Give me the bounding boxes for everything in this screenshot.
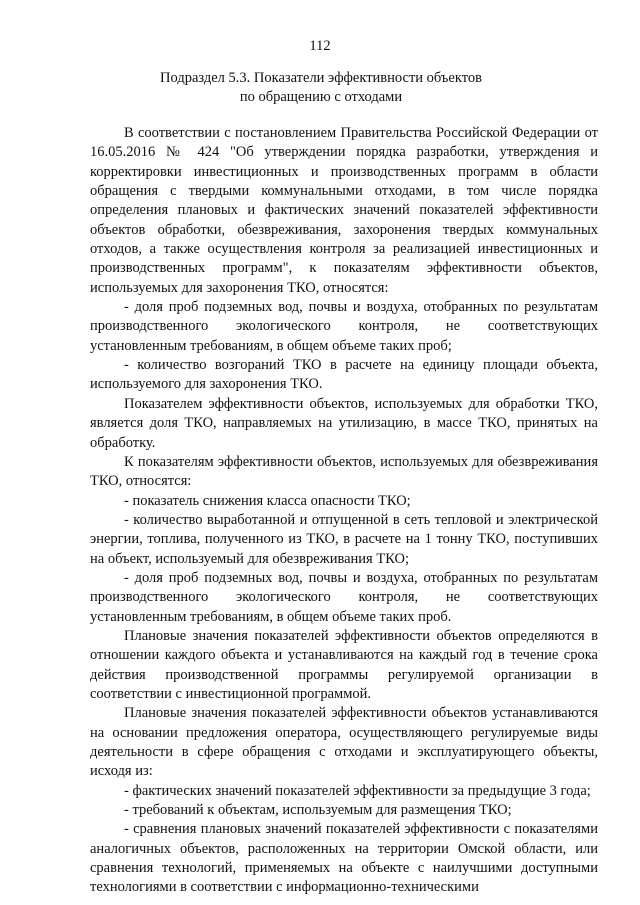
list-item-actual-values: - фактических значений показателей эффективности за предыдущие 3 года; [124,782,591,799]
section-heading-line-1: Подраздел 5.3. Показатели эффективности объектов [160,70,482,86]
paragraph-processing: Показателем эффективности объектов, используемых для обработки ТКО, является доля ТКО, направляемых на утилизацию, в массе ТКО, принятых на обработку. [90,395,598,451]
list-item-energy: - количество выработанной и отпущенной в сеть тепловой и электрической энергии, топлива, полученного из ТКО, в расчете на 1 тонну ТКО, поступивших на объект, используемый для обезвреживания ТКО; [90,511,598,567]
section-heading [90,69,552,107]
list-item-comparison: - сравнения плановых значений показателей эффективности с показателями аналогичных объектов, расположенных на территории Омской области, или сравнения технологий, применяемых на объекте с наилучшими доступными технологиями в соответствии с информационно-техническими [90,821,598,896]
list-item-samples-2: - доля проб подземных вод, почвы и воздуха, отобранных по результатам производственного экологического контроля, не соответствующих установленным требованиям, в общем объеме таких проб. [90,569,598,625]
paragraph-neutralization: К показателям эффективности объектов, используемых для обезвреживания ТКО, относятся: [90,453,598,490]
paragraph-basis: Плановые значения показателей эффективности объектов устанавливаются на основании предложения оператора, осуществляющего регулируемые виды деятельности в сфере обращения с отходами и эксплуатирующего объекты, исходя из: [90,705,598,780]
list-item-requirements: - требований к объектам, используемым для размещения ТКО; [124,802,512,819]
paragraph-intro: В соответствии с постановлением Правительства Российской Федерации от 16.05.2016 № 424 "Об утверждении порядка разработки, утверждения и корректировки инвестиционных и производственных программ в области обращения с твердыми коммунальными отходами, в том числе порядка определения плановых и фактических значений показателей эффективности объектов обработки, обезвреживания, захоронения твердых коммунальных отходов, а также осуществления контроля за реализацией инвестиционных и производственных программ", к показателям эффективности объектов, используемых для захоронения ТКО, относятся: [90,125,598,296]
document-body [90,124,598,898]
page-number: 112 [309,38,331,54]
list-item-soil-samples: - доля проб подземных вод, почвы и воздуха, отобранных по результатам производственного экологического контроля, не соответствующих установленным требованиям, в общем объеме таких проб; [90,299,598,354]
paragraph-planned-values: Плановые значения показателей эффективности объектов определяются в отношении каждого объекта и устанавливаются на каждый год в течение срока действия производственной программы регулируемой организации в соответствии с инвестиционной программой. [90,627,598,702]
list-item-fires: - количество возгораний ТКО в расчете на единицу площади объекта, используемого для захоронения ТКО. [90,357,598,393]
section-heading-line-2: по обращению с отходами [239,89,403,105]
list-item-hazard-class: - показатель снижения класса опасности ТКО; [124,492,411,509]
